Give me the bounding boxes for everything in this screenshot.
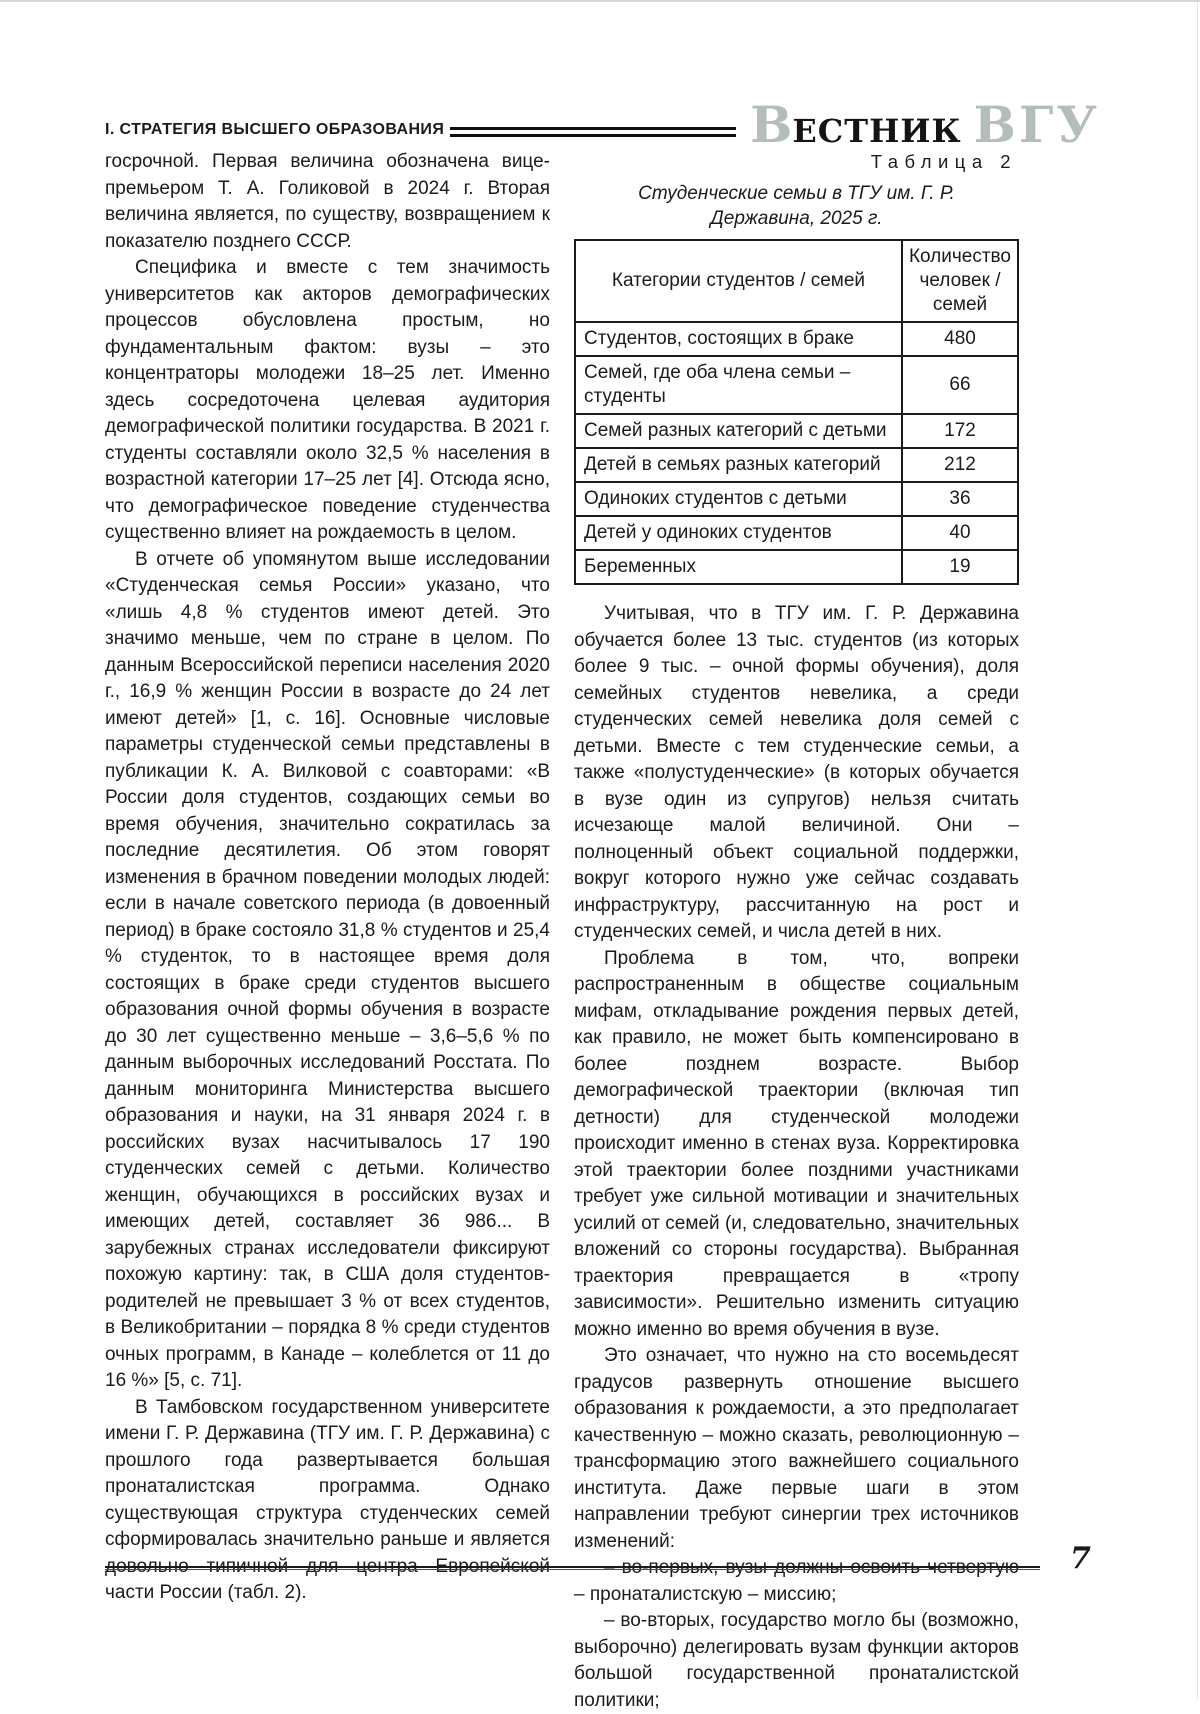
body-paragraph: Учитывая, что в ТГУ им. Г. Р. Державина обучается более 13 тыс. студентов (из которых более 9 тыс. – очной формы обучения), доля семейных студентов невелика, а среди студенческих семей невелика доля семей с детьми. Вместе с тем студенческие семьи, а также «полустуденческие» (в которых обучается в вузе один из супругов) нельзя считать исчезающе малой величиной. Они – полноценный объект социальной поддержки, вокруг которого нужно уже сейчас создавать инфраструктуру, рассчитанную на рост и студенческих семей, и числа детей в них. bbox=[574, 603, 1019, 942]
body-paragraph: Проблема в том, что, вопреки распространенным в обществе социальным мифам, откладывание рождения первых детей, как правило, не может быть компенсировано в более позднем возрасте. Выбор демографической траектории (включая тип детности) для студенческой молодежи происходит именно в стенах вуза. Корректировка этой траектории более поздними участниками требует уже сильной мотивации и значительных усилий от семей (и, следовательно, значительных вложений со стороны государства). Выбранная траектория превращается в «тропу зависимости». Решительно изменить ситуацию можно именно во время обучения в вузе. bbox=[574, 947, 1019, 1340]
table-row bbox=[575, 322, 1018, 356]
table-row bbox=[575, 448, 1018, 482]
table-row bbox=[575, 414, 1018, 448]
table-body bbox=[575, 322, 1018, 584]
body-paragraph: В Тамбовском государственном университете имени Г. Р. Державина (ТГУ им. Г. Р. Державина) с прошлого года развертывается большая пронаталистская программа. Однако существующая структура студенческих семей сформировалась значительно раньше и является довольно типичной для центра Европейской части России (табл. 2). bbox=[105, 1396, 550, 1603]
row-value: 19 bbox=[902, 550, 1018, 584]
column-header-count: Количество человек / семей bbox=[902, 240, 1018, 322]
running-title: I. СТРАТЕГИЯ ВЫСШЕГО ОБРАЗОВАНИЯ bbox=[105, 121, 445, 138]
table-row bbox=[575, 516, 1018, 550]
right-column bbox=[574, 149, 1019, 1714]
row-category: Детей у одиноких студентов bbox=[575, 516, 902, 550]
page-header bbox=[105, 95, 1100, 154]
page-number: 7 bbox=[1070, 1541, 1091, 1576]
student-families-table bbox=[574, 239, 1019, 585]
scan-edge-artifact bbox=[1197, 2, 1198, 1699]
row-value: 212 bbox=[902, 448, 1018, 482]
journal-logo bbox=[750, 95, 1100, 154]
row-category: Детей в семьях разных категорий bbox=[575, 448, 902, 482]
row-category: Семей разных категорий с детьми bbox=[575, 414, 902, 448]
row-value: 172 bbox=[902, 414, 1018, 448]
table-row bbox=[575, 356, 1018, 414]
logo-university-abbr: ВГУ bbox=[973, 95, 1100, 154]
page-footer bbox=[105, 1541, 1100, 1576]
list-item-paragraph: – во-вторых, государство могло бы (возможно, выборочно) делегировать вузам функции акторов большой государственной пронаталистской политики; bbox=[574, 1610, 1019, 1711]
row-value: 36 bbox=[902, 482, 1018, 516]
table-row bbox=[575, 550, 1018, 584]
table-title: Студенческие семьи в ТГУ им. Г. Р. Державина, 2025 г. bbox=[638, 183, 955, 229]
table-header-row bbox=[575, 240, 1018, 322]
left-column bbox=[105, 149, 550, 1714]
article-body bbox=[105, 149, 1019, 1714]
list-item-paragraph: – во-первых, вузы должны освоить четвертую – пронаталистскую – миссию; bbox=[574, 1557, 1019, 1605]
header-double-rule bbox=[450, 127, 736, 137]
column-header-categories: Категории студентов / семей bbox=[575, 240, 902, 322]
logo-word-rest: ЕСТНИК bbox=[792, 112, 962, 150]
row-category: Одиноких студентов с детьми bbox=[575, 482, 902, 516]
body-paragraph: госрочной. Первая величина обозначена вице-премьером Т. А. Голиковой в 2024 г. Вторая величина является, по существу, возвращением к показателю позднего СССР. bbox=[105, 151, 550, 252]
row-value: 480 bbox=[902, 322, 1018, 356]
table-caption: Таблица 2 bbox=[870, 151, 1017, 172]
body-paragraph: Это означает, что нужно на сто восемьдесят градусов развернуть отношение высшего образования к рождаемости, а это предполагает качественную – можно сказать, революционную – трансформацию этого важнейшего социального института. Даже первые шаги в этом направлении требуют синергии трех источников изменений: bbox=[574, 1345, 1019, 1552]
row-value: 66 bbox=[902, 356, 1018, 414]
body-paragraph: Специфика и вместе с тем значимость университетов как акторов демографических процессов обусловлена простым, но фундаментальным фактом: вузы – это концентраторы молодежи 18–25 лет. Именно здесь сосредоточена целевая аудитория демографической политики государства. В 2021 г. студенты составляли около 32,5 % населения в возрастной категории 17–25 лет [4]. Отсюда ясно, что демографическое поведение студенчества существенно влияет на рождаемость в целом. bbox=[105, 257, 550, 543]
body-paragraph: В отчете об упомянутом выше исследовании «Студенческая семья России» указано, что «лишь 4,8 % студентов имеют детей. Это значимо меньше, чем по стране в целом. По данным Всероссийской переписи населения 2020 г., 16,9 % женщин России в возрасте до 24 лет имеют детей» [1, с. 16]. Основные числовые параметры студенческой семьи представлены в публикации К. А. Вилковой с соавторами: «В России доля студентов, создающих семьи во время обучения, значительно сократилась за последние десятилетия. Об этом говорят изменения в брачном поведении молодых людей: если в начале советского периода (в довоенный период) в браке состояло 31,8 % студентов и 25,4 % студенток, то в настоящее время доля состоящих в браке среди студентов высшего образования очной формы обучения в возрасте до 30 лет существенно меньше – 3,6–5,6 % по данным выборочных исследований Росстата. По данным мониторинга Министерства высшего образования и науки, на 31 января 2024 г. в российских вузах насчитывалось 17 190 студенческих семей с детьми. Количество женщин, обучающихся в российских вузах и имеющих детей, составляет 36 986... В зарубежных странах исследователи фиксируют похожую картину: так, в США доля студентов-родителей не превышает 3 % от всех студентов, в Великобритании – порядка 8 % среди студентов очных программ, в Канаде – колеблется от 11 до 16 %» [5, с. 71]. bbox=[105, 548, 550, 1391]
row-category: Студентов, состоящих в браке bbox=[575, 322, 902, 356]
row-value: 40 bbox=[902, 516, 1018, 550]
row-category: Беременных bbox=[575, 550, 902, 584]
row-category: Семей, где оба члена семьи – студенты bbox=[575, 356, 902, 414]
footer-rule bbox=[105, 1566, 1040, 1570]
table-row bbox=[575, 482, 1018, 516]
logo-initial-letter: В bbox=[750, 95, 793, 154]
table-header bbox=[575, 240, 1018, 322]
